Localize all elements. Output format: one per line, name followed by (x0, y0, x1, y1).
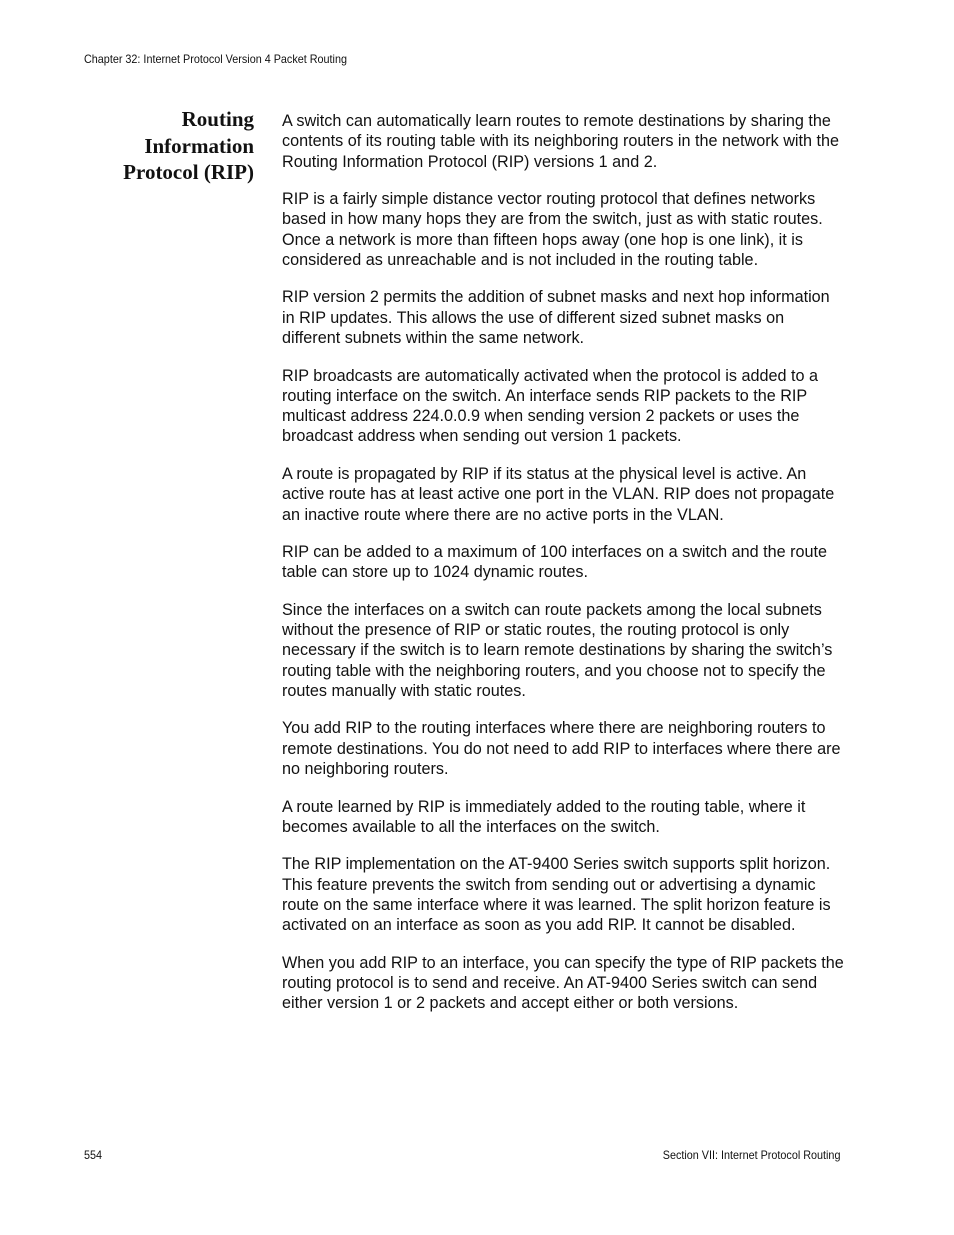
paragraph: A route is propagated by RIP if its status at the physical level is active. An active route has at least active one port in the VLAN. RIP does not propagate an inactive route where there are no active ports in the VLAN. (282, 464, 835, 524)
page-number: 554 (84, 1148, 103, 1162)
paragraph: The RIP implementation on the AT-9400 Series switch supports split horizon. This feature prevents the switch from sending out or advertising a dynamic route on the same interface where it was learned. The split horizon feature is activated on an interface as soon as you add RIP. It cannot be disabled. (282, 855, 831, 935)
paragraph: You add RIP to the routing interfaces where there are neighboring routers to remote destinations. You do not need to add RIP to interfaces where there are no neighboring routers. (282, 719, 841, 779)
section-heading-line: Protocol (RIP) (123, 160, 254, 184)
running-footer-section: Section VII: Internet Protocol Routing (662, 1148, 840, 1162)
paragraph: A switch can automatically learn routes to remote destinations by sharing the contents of its routing table with its neighboring routers in the network with the Routing Information Protocol (RIP) versions 1 and 2. (282, 112, 839, 171)
paragraph: RIP can be added to a maximum of 100 interfaces on a switch and the route table can store up to 1024 dynamic routes. (282, 542, 827, 582)
running-header: Chapter 32: Internet Protocol Version 4 Packet Routing (84, 52, 347, 66)
paragraph: A route learned by RIP is immediately added to the routing table, where it becomes available to all the interfaces on the switch. (282, 797, 806, 836)
paragraph: RIP version 2 permits the addition of subnet masks and next hop information in RIP updates. This allows the use of different sized subnet masks on different subnets within the same network. (282, 288, 830, 348)
paragraph: When you add RIP to an interface, you can specify the type of RIP packets the routing protocol is to send and receive. An AT-9400 Series switch can send either version 1 or 2 packets and accept either or both versions. (282, 953, 844, 1013)
paragraph: Since the interfaces on a switch can route packets among the local subnets without the presence of RIP or static routes, the routing protocol is only necessary if the switch is to learn remote destinations by sharing the switch’s routing table with the neighboring routers, and you choose not to specify the routes manually with static routes. (282, 600, 833, 700)
paragraph: RIP is a fairly simple distance vector routing protocol that defines networks based in how many hops they are from the switch, just as with static routes. Once a network is more than fifteen hops away (one hop is one link), it is considered as unreachable and is not included in the routing table. (282, 190, 823, 269)
section-heading-line: Routing (181, 107, 254, 131)
section-heading (100, 106, 254, 186)
paragraph: RIP broadcasts are automatically activated when the protocol is added to a routing interface on the switch. An interface sends RIP packets to the RIP multicast address 224.0.0.9 when sending version 2 packets or uses the broadcast address when sending out version 1 packets. (282, 366, 818, 446)
body-text (282, 111, 844, 1031)
section-heading-line: Information (144, 133, 254, 158)
